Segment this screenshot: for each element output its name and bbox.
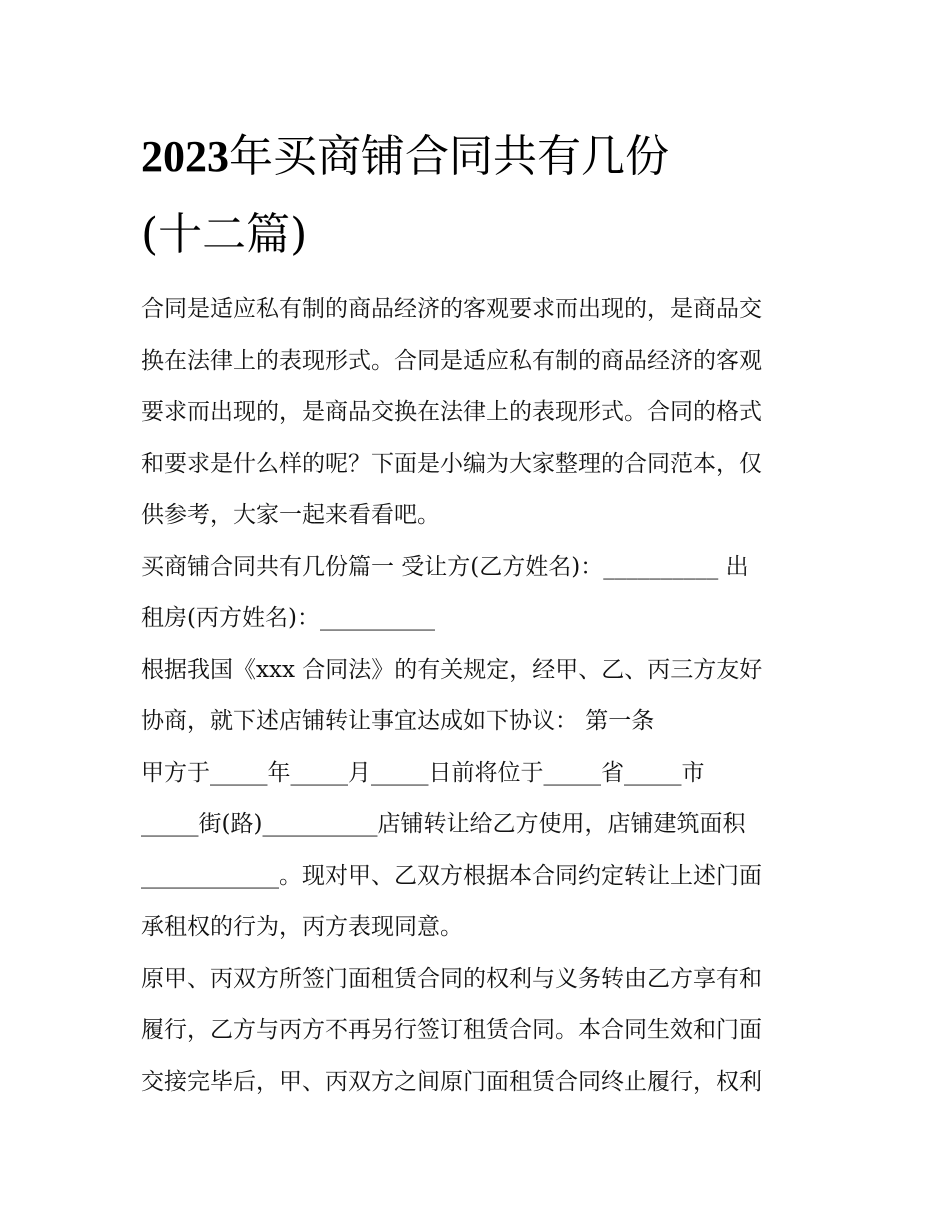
text-line: _____街(路)__________店铺转让给乙方使用，店铺建筑面积 — [141, 811, 746, 837]
text-line: 供参考，大家一起来看看吧。 — [141, 502, 440, 528]
text-line: 换在法律上的表现形式。合同是适应私有制的商品经济的客观 — [141, 347, 762, 374]
title-line: (十二篇) — [141, 209, 308, 260]
text-line: 买商铺合同共有几份篇一 受让方(乙方姓名)：__________ 出 — [141, 553, 749, 580]
document-title — [141, 118, 813, 274]
text-line: 租房(丙方姓名)：__________ — [141, 605, 435, 631]
text-line: 履行，乙方与丙方不再另行签订租赁合同。本合同生效和门面 — [141, 1017, 762, 1043]
parties-paragraph — [141, 542, 813, 645]
intro-paragraph — [141, 284, 813, 542]
title-year: 2023 — [141, 132, 229, 181]
text-line: 根据我国《xxx 合同法》的有关规定，经甲、乙、丙三方友好 — [141, 656, 763, 683]
text-line: 和要求是什么样的呢？下面是小编为大家整理的合同范本，仅 — [141, 450, 762, 477]
text-line: 承租权的行为，丙方表现同意。 — [141, 914, 463, 940]
text-line: 甲方于_____年_____月_____日前将位于_____省_____市 — [141, 759, 705, 786]
rights-paragraph — [141, 954, 813, 1109]
article-one-paragraph — [141, 645, 813, 954]
title-line — [141, 118, 813, 196]
document-page — [141, 118, 813, 1108]
text-line: 交接完毕后，甲、丙双方之间原门面租赁合同终止履行，权利 — [141, 1068, 762, 1095]
title-text: 年买商铺合同共有几份 — [229, 131, 669, 182]
text-line: ____________。现对甲、乙双方根据本合同约定转让上述门面 — [141, 862, 762, 889]
text-line: 合同是适应私有制的商品经济的客观要求而出现的，是商品交 — [141, 296, 762, 322]
text-line: 原甲、丙双方所签门面租赁合同的权利与义务转由乙方享有和 — [141, 965, 762, 992]
text-line: 协商，就下述店铺转让事宜达成如下协议： 第一条 — [141, 708, 655, 734]
text-line: 要求而出现的，是商品交换在法律上的表现形式。合同的格式 — [141, 399, 762, 425]
document-body — [141, 284, 813, 1108]
